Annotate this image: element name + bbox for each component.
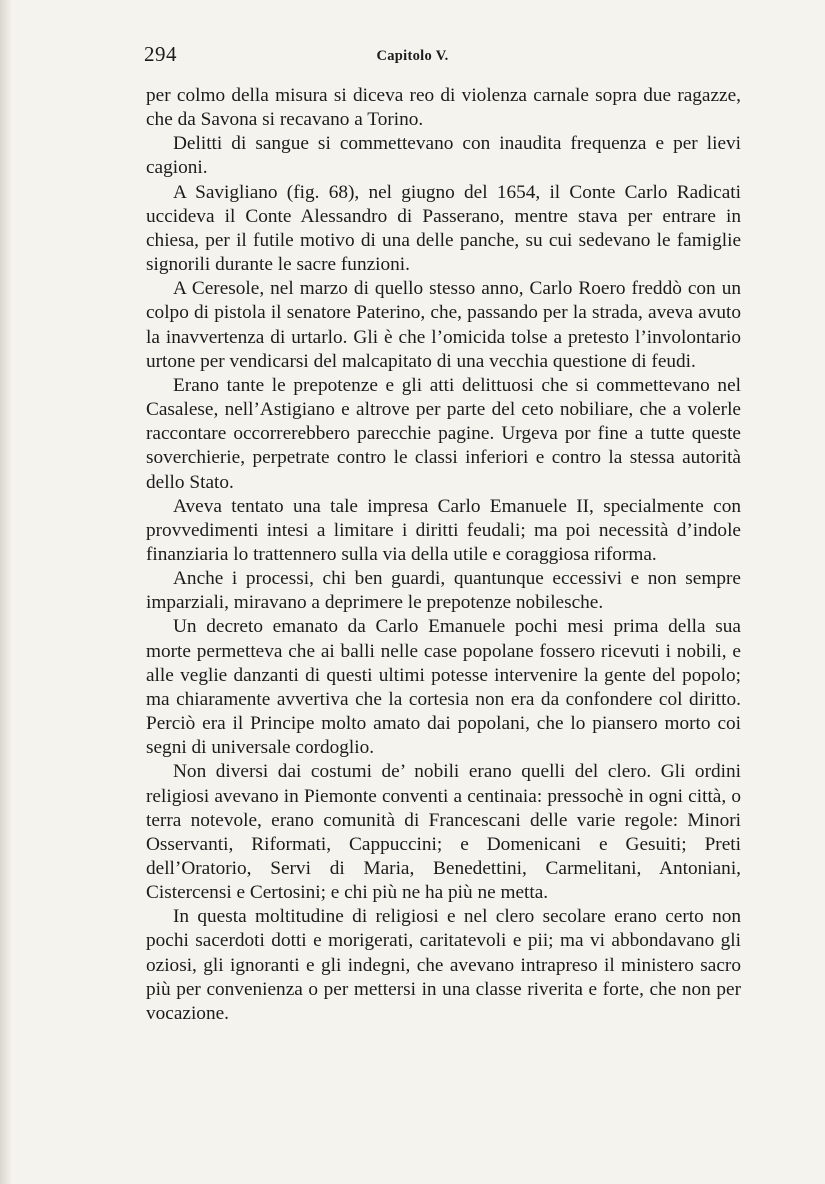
paragraph: Anche i processi, chi ben guardi, quantunque eccessivi e non sempre imparziali, miravano a deprimere le prepotenze nobilesche.	[146, 568, 741, 614]
paragraph: Aveva tentato una tale impresa Carlo Emanuele II, specialmente con provvedimenti intesi a limitare i diritti feudali; ma poi necessità d’indole finanziaria lo trattennero sulla via della utile e coraggiosa riforma.	[146, 495, 741, 565]
running-head: Capitolo V.	[376, 48, 449, 64]
paragraph: Delitti di sangue si commettevano con inaudita frequenza e per lievi cagioni.	[146, 133, 741, 179]
page-edge-shadow	[0, 0, 12, 1184]
paragraph: Non diversi dai costumi de’ nobili erano quelli del clero. Gli ordini religiosi avevano in Piemonte conventi a centinaia: pressochè in ogni città, o terra notevole, erano comunità di Francescani delle varie regole: Minori Osservanti, Riformati, Cappuccini; e Domenicani e Gesuiti; Preti dell’Oratorio, Servi di Maria, Benedettini, Carmelitani, Antoniani, Cistercensi e Certosini; e chi più ne ha più ne metta.	[146, 761, 741, 904]
body-text	[146, 84, 741, 1026]
page-number: 294	[144, 42, 177, 66]
paragraph: per colmo della misura si diceva reo di violenza carnale sopra due ragazze, che da Savona si recavano a Torino.	[146, 85, 741, 131]
paragraph: A Ceresole, nel marzo di quello stesso anno, Carlo Roero freddò con un colpo di pistola il senatore Paterino, che, passando per la strada, aveva avuto la inavvertenza di urtarlo. Gli è che l’omicida tolse a pretesto l’involontario urtone per vendicarsi del malcapitato di una vecchia questione di feudi.	[146, 278, 741, 372]
paragraph: Un decreto emanato da Carlo Emanuele pochi mesi prima della sua morte permetteva che ai balli nelle case popolane fossero ricevuti i nobili, e alle veglie danzanti di questi ultimi potesse intervenire la gente del popolo; ma chiaramente avvertiva che la cortesia non era da confondere col diritto. Perciò era il Principe molto amato dai popolani, che lo piansero morto coi segni di universale cordoglio.	[146, 616, 741, 759]
paragraph: Erano tante le prepotenze e gli atti delittuosi che si commettevano nel Casalese, nell’Astigiano e altrove per parte del ceto nobiliare, che a volerle raccontare occorrerebbero parecchie pagine. Urgeva por fine a tutte queste soverchierie, perpetrate contro le classi inferiori e contro la stessa autorità dello Stato.	[146, 374, 741, 493]
paragraph: A Savigliano (fig. 68), nel giugno del 1654, il Conte Carlo Radicati uccideva il Conte Alessandro di Passerano, mentre stava per entrare in chiesa, per il futile motivo di una delle panche, su cui sedevano le famiglie signorili durante le sacre funzioni.	[146, 181, 741, 276]
paragraph: In questa moltitudine di religiosi e nel clero secolare erano certo non pochi sacerdoti dotti e morigerati, caritatevoli e pii; ma vi abbondavano gli oziosi, gli ignoranti e gli indegni, che avevano intrapreso il ministero sacro più per convenienza o per mettersi in una classe riverita e forte, che non per vocazione.	[146, 906, 741, 1024]
